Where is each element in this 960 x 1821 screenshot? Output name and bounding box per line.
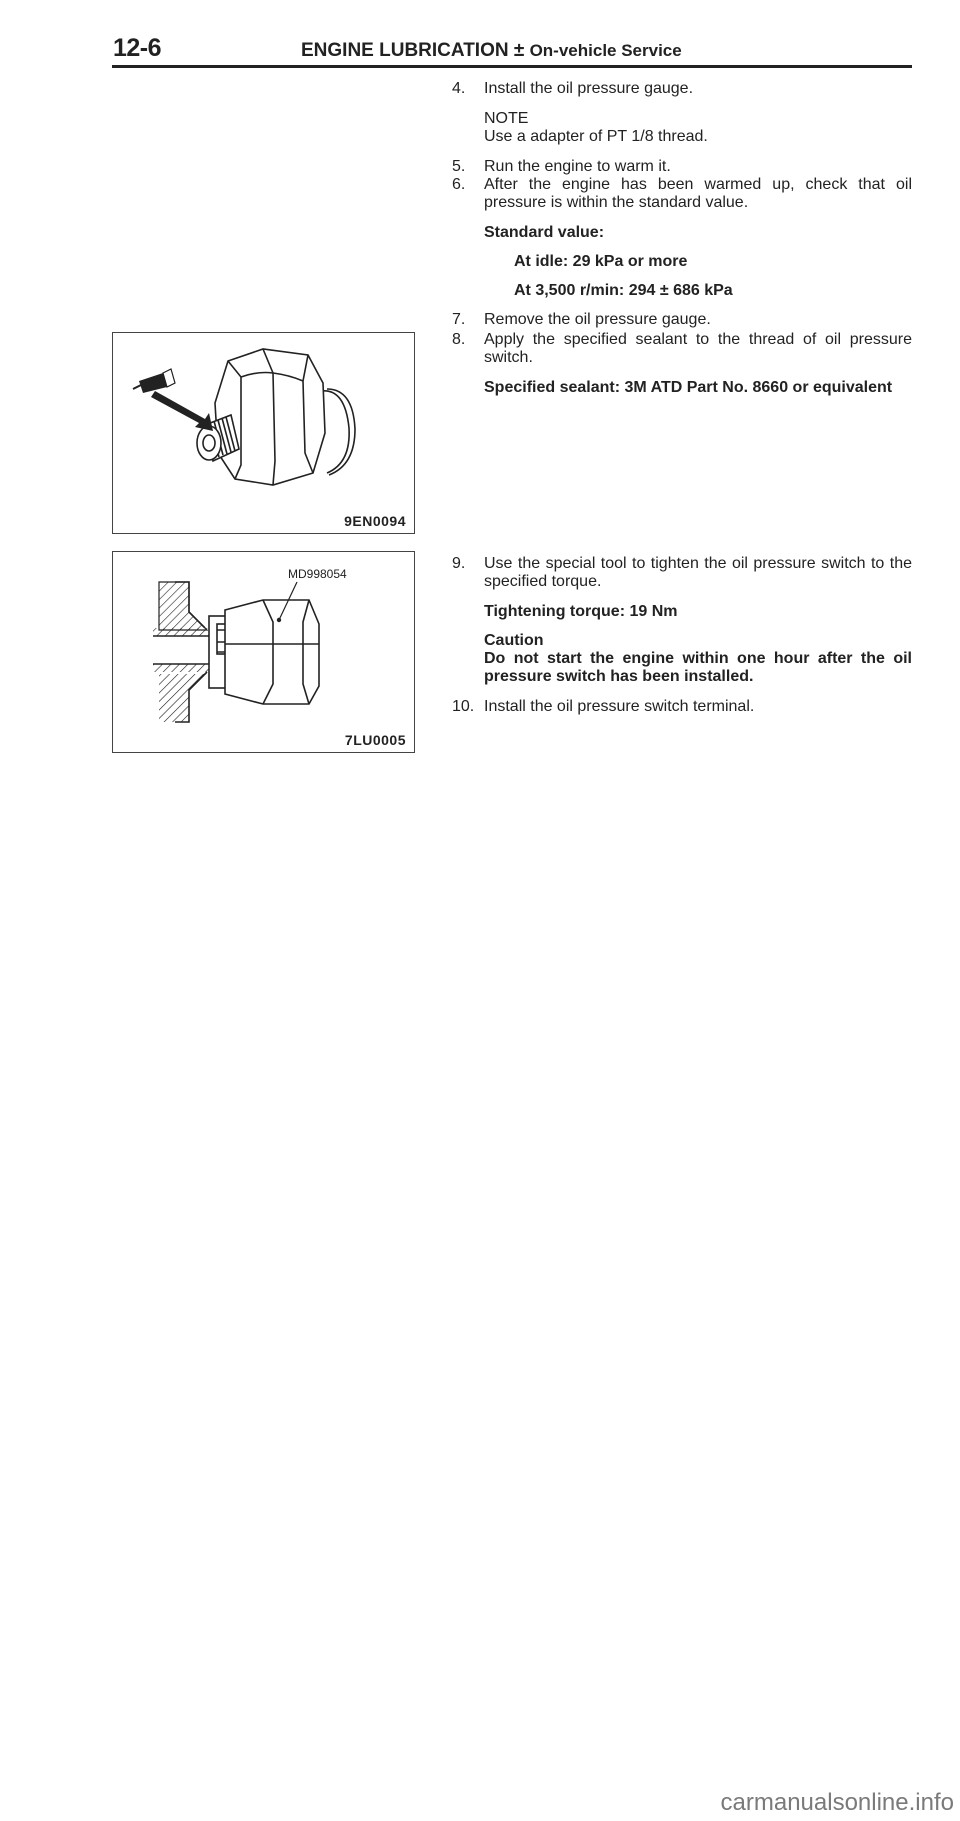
footer-watermark: carmanualsonline.info [720, 1789, 954, 1816]
note-label: NOTE [484, 110, 529, 127]
figure-code: 9EN0094 [344, 513, 406, 529]
page-header-title [301, 40, 682, 62]
step-7 [452, 311, 912, 329]
section-title: ENGINE LUBRICATION ± [301, 40, 525, 61]
step-6 [452, 176, 912, 212]
special-tool-illustration [113, 552, 414, 752]
figure-oil-pressure-switch [112, 332, 415, 534]
step-5 [452, 158, 912, 176]
tightening-torque: Tightening torque: 19 Nm [484, 603, 678, 620]
step-8 [452, 331, 912, 367]
standard-value-label: Standard value: [484, 224, 605, 241]
figure-code: 7LU0005 [344, 732, 406, 748]
sealant-tube-icon [133, 369, 175, 393]
note-text: Use a adapter of PT 1/8 thread. [484, 128, 708, 145]
arrow-icon [151, 391, 213, 431]
oil-pressure-switch-illustration [113, 333, 414, 533]
step-number: 6. [452, 176, 466, 193]
step-text: Use the special tool to tighten the oil pressure switch to the specified torque. [484, 555, 912, 590]
step-text: Run the engine to warm it. [484, 158, 671, 175]
steps-4-to-7 [452, 80, 912, 329]
step-9 [452, 555, 912, 591]
step-number: 9. [452, 555, 466, 572]
step-text: Remove the oil pressure gauge. [484, 311, 711, 328]
step-text: Apply the specified sealant to the thread of oil pressure switch. [484, 331, 912, 366]
special-tool-code: MD998054 [288, 567, 347, 581]
step-text: Install the oil pressure switch terminal. [484, 698, 755, 715]
caution-text: Do not start the engine within one hour after the oil pressure switch has been installed. [484, 650, 912, 685]
page-number: 12-6 [113, 34, 162, 62]
standard-value-3500: At 3,500 r/min: 294 ± 686 kPa [514, 282, 733, 299]
step-text: Install the oil pressure gauge. [484, 80, 694, 97]
step-10 [452, 698, 912, 716]
step-number: 10. [452, 698, 475, 715]
figure-special-tool [112, 551, 415, 753]
standard-value-idle: At idle: 29 kPa or more [514, 253, 688, 270]
specified-sealant: Specified sealant: 3M ATD Part No. 8660 or equivalent [484, 379, 893, 396]
step-number: 8. [452, 331, 466, 348]
step-number: 5. [452, 158, 466, 175]
step-8-block [452, 331, 912, 397]
section-subtitle: On-vehicle Service [529, 41, 682, 60]
step-4 [452, 80, 912, 98]
caution-label: Caution [484, 632, 544, 649]
step-number: 7. [452, 311, 466, 328]
step-number: 4. [452, 80, 466, 97]
step-text: After the engine has been warmed up, check that oil pressure is within the standard value. [484, 176, 912, 211]
header-rule [112, 65, 912, 68]
steps-9-to-10 [452, 555, 912, 716]
